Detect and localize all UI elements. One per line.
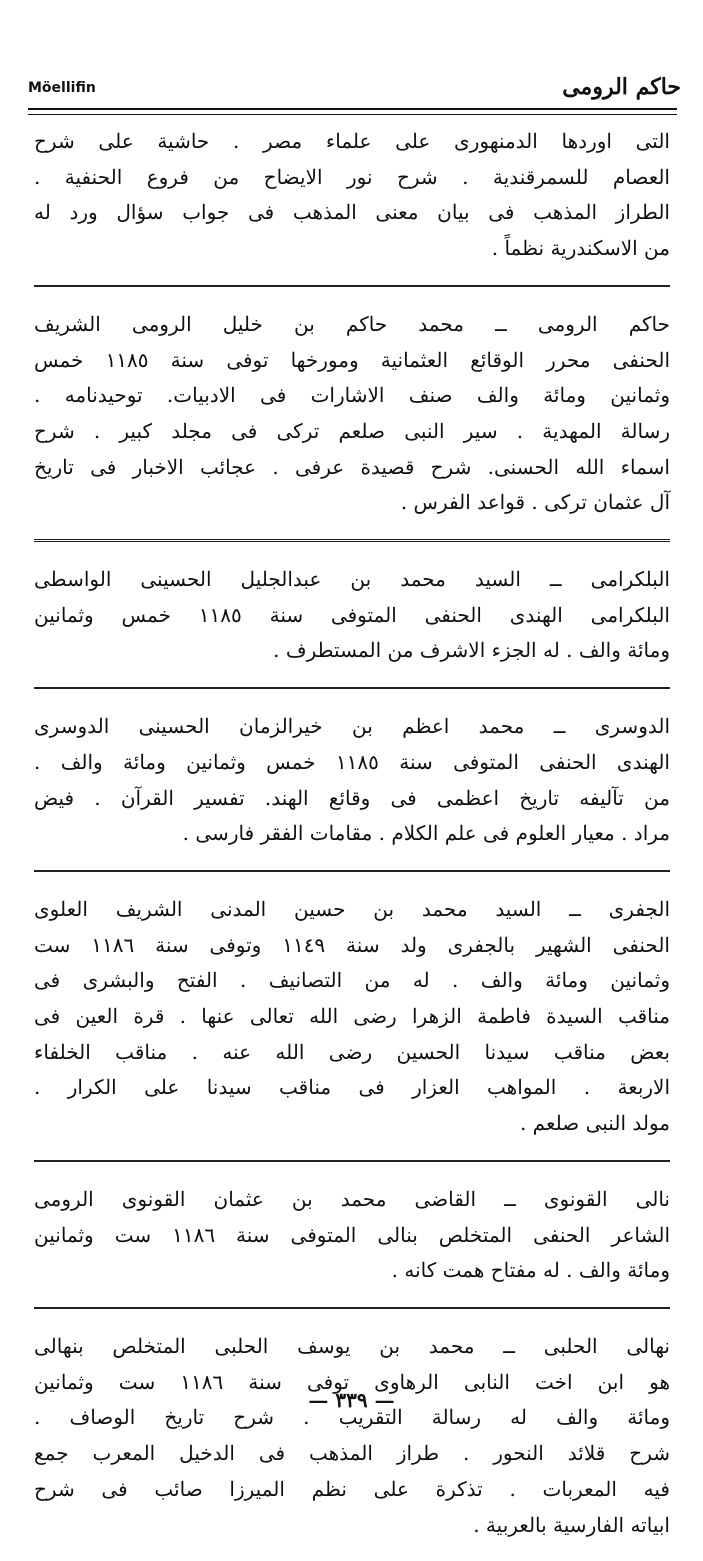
- text-line: الهندى الحنفى المتوفى سنة ١١٨٥ خمس وثمانين ومائة والف .: [34, 749, 670, 774]
- running-header: [28, 74, 681, 104]
- text-line: من الاسكندرية نظماً .: [491, 236, 670, 261]
- text-line: الحنفى محرر الوقائع العثمانية ومورخها توفى سنة ١١٨٥ خمس: [34, 347, 671, 372]
- entry-separator: [34, 1307, 670, 1309]
- text-line: ومائة والف له رسالة التقريب . شرح تاريخ الوصاف .: [34, 1405, 670, 1430]
- text-line: مناقب السيدة فاطمة الزهرا رضى الله تعالى عنها . قرة العين فى: [34, 1004, 670, 1029]
- text-line: بعض مناقب سيدنا الحسين رضى الله عنه . مناقب الخلفاء: [34, 1039, 670, 1064]
- text-line: وثمانين ومائة والف . له من التصانيف . الفتح والبشرى فى: [34, 968, 670, 993]
- entry-separator: [34, 870, 670, 872]
- text-line: مولد النبى صلعم .: [519, 1111, 670, 1136]
- text-line: مراد . معيار العلوم فى علم الكلام . مقامات الفقر فارسى .: [182, 821, 670, 846]
- text-line: من تآليفه تاريخ اعظمى فى وقائع الهند. تفسير القرآن . فيض: [34, 785, 670, 810]
- text-line: الاربعة . المواهب العزار فى مناقب سيدنا على الكرار .: [34, 1075, 670, 1100]
- entry-hakim-rumi: [34, 307, 670, 521]
- entry-nali-qunawi: [34, 1182, 670, 1289]
- text-line: وثمانين ومائة والف صنف الاشارات فى الادبيات. توحيدنامه .: [34, 383, 670, 408]
- text-line: نهالى الحلبى ــ محمد بن يوسف الحلبى المتخلص بنهالى: [34, 1333, 670, 1358]
- entry-separator: [34, 539, 670, 542]
- entry-bilgrami: [34, 562, 670, 669]
- text-line: شرح قلائد النحور . طراز المذهب فى الدخيل المعرب جمع: [34, 1441, 670, 1466]
- entry-separator: [34, 1160, 670, 1162]
- entry-separator: [34, 687, 670, 689]
- running-header-arabic: حاكم الرومى: [562, 74, 681, 100]
- entry-dawsari: [34, 709, 670, 852]
- text-line: ومائة والف . له مفتاح همت كانه .: [391, 1258, 670, 1283]
- entry-nihali-halabi: [34, 1329, 670, 1543]
- text-line: ومائة والف . له الجزء الاشرف من المستطرف .: [273, 638, 670, 663]
- text-line: الحنفى الشهير بالجفرى ولد سنة ١١٤٩ وتوفى سنة ١١٨٦ ست: [34, 932, 670, 957]
- entry-separator: [34, 285, 670, 287]
- page-number: — ٣٣٩ —: [308, 1388, 395, 1412]
- header-rule-thick: [28, 108, 677, 110]
- text-line: الشاعر الحنفى المتخلص بنالى المتوفى سنة ١١٨٦ ست وثمانين: [34, 1222, 670, 1247]
- text-line: العصام للسمرقندية . شرح نور الايضاح من فروع الحنفية .: [34, 164, 670, 189]
- text-line: حاكم الرومى ــ محمد حاكم بن خليل الرومى الشريف: [34, 311, 670, 336]
- text-line: فيه المعربات . تذكرة على نظم الميرزا صائب فى شرح: [34, 1476, 670, 1501]
- text-line: آل عثمان تركى . قواعد الفرس .: [400, 490, 670, 515]
- text-line: البلكرامى ــ السيد محمد بن عبدالجليل الحسينى الواسطى: [34, 567, 670, 592]
- entry-1: [34, 124, 670, 267]
- text-line: هو ابن اخت النابى الرهاوى توفى سنة ١١٨٦ ست وثمانين: [34, 1369, 670, 1394]
- entry-jafri: [34, 892, 670, 1142]
- text-line: الطراز المذهب فى بيان معنى المذهب فى جواب سؤال ورد له: [34, 200, 670, 225]
- page-body: [34, 124, 670, 1561]
- text-line: البلكرامى الهندى الحنفى المتوفى سنة ١١٨٥ خمس وثمانين: [34, 602, 670, 627]
- text-line: نالى القونوى ــ القاضى محمد بن عثمان القونوى الرومى: [34, 1186, 670, 1211]
- header-rule-thin: [28, 114, 677, 115]
- running-header-latin: Möellifin: [28, 80, 96, 96]
- text-line: الدوسرى ــ محمد اعظم بن خيرالزمان الحسينى الدوسرى: [34, 714, 670, 739]
- text-line: التى اوردها الدمنهورى على علماء مصر . حاشية على شرح: [34, 129, 670, 153]
- text-line: اسماء الله الحسنى. شرح قصيدة عرفى . عجائب الاخبار فى تاريخ: [34, 454, 670, 479]
- text-line: رسالة المهدية . سير النبى صلعم تركى فى مجلد كبير . شرح: [34, 418, 670, 443]
- text-line: الجفرى ــ السيد محمد بن حسين المدنى الشريف العلوى: [34, 896, 670, 921]
- text-line: ابياته الفارسية بالعربية .: [473, 1512, 670, 1537]
